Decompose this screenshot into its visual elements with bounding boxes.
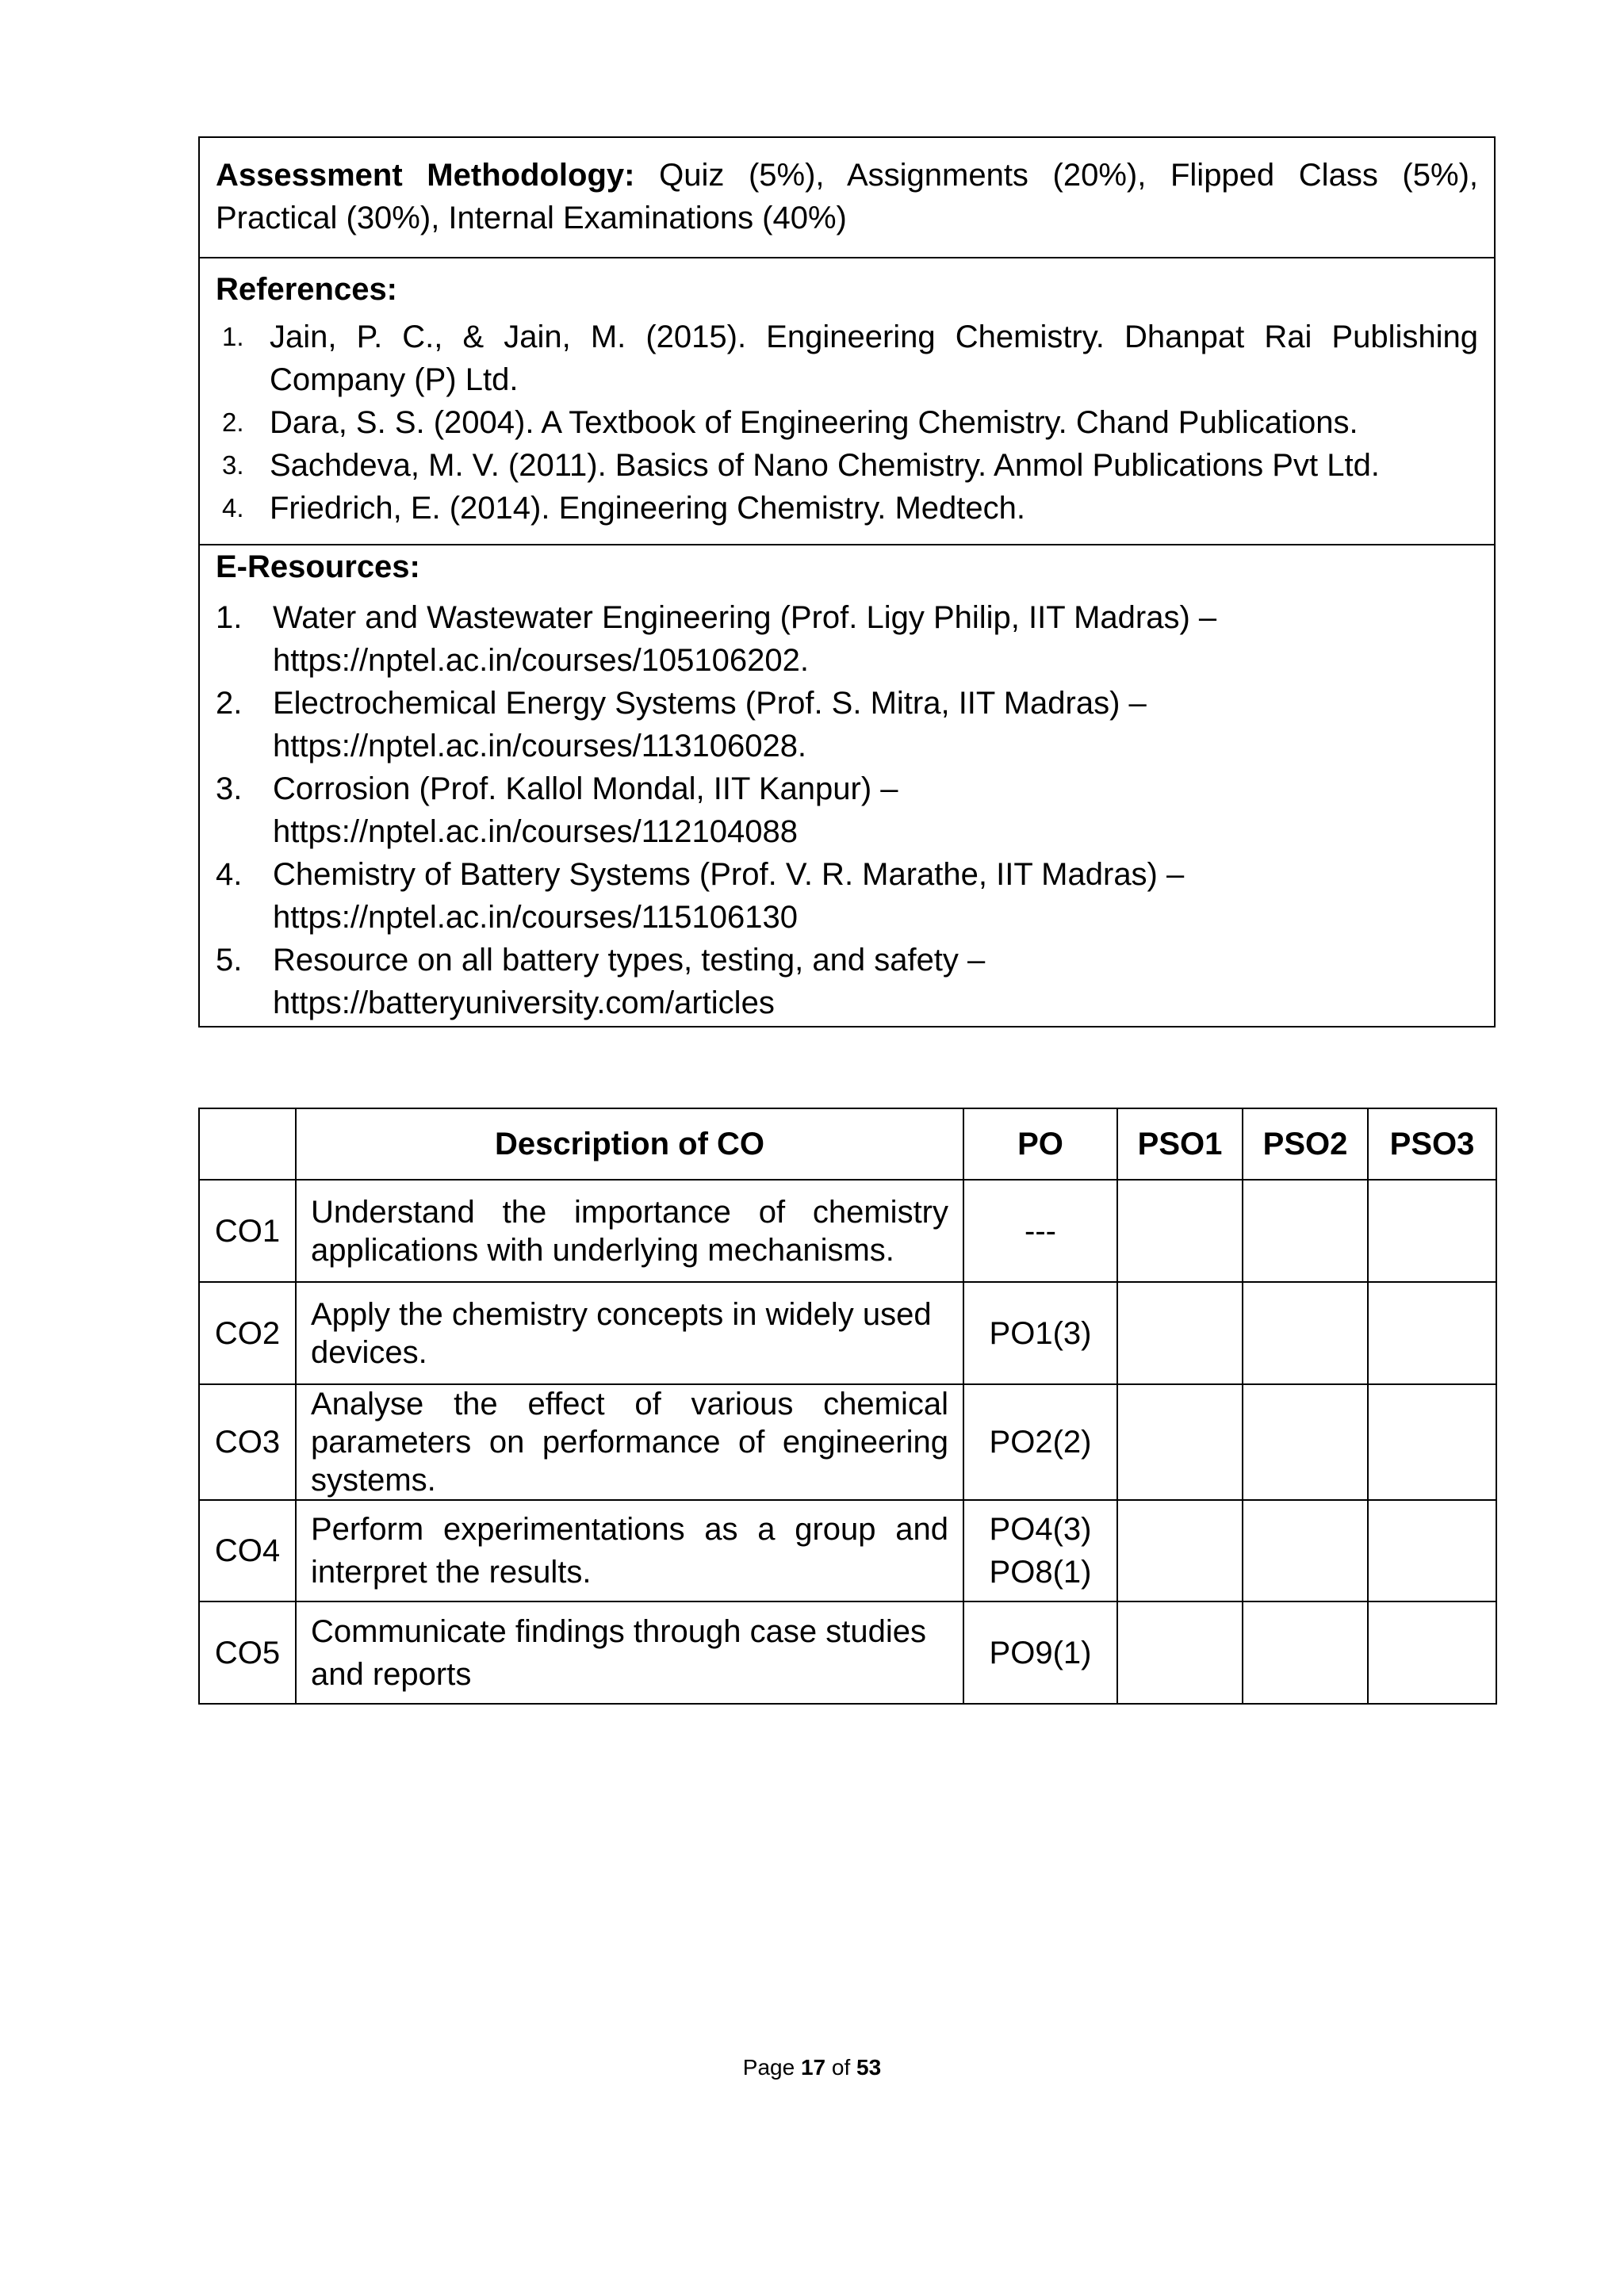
co-description: Analyse the effect of various chemical parameters on performance of engineering systems. [296, 1384, 963, 1500]
table-row [199, 1384, 1496, 1500]
eresources-section [200, 545, 1494, 1026]
co-po [963, 1500, 1117, 1601]
syllabus-box [198, 136, 1496, 1027]
co-id: CO2 [199, 1282, 296, 1384]
references-heading: References: [216, 272, 398, 307]
co-id: CO1 [199, 1180, 296, 1282]
eresource-link[interactable]: https://batteryuniversity.com/articles [273, 985, 775, 1020]
co-pso2 [1243, 1384, 1368, 1500]
reference-number: 2. [222, 408, 244, 437]
table-row [199, 1601, 1496, 1704]
eresource-link[interactable]: https://nptel.ac.in/courses/115106130 [273, 900, 798, 935]
eresource-title: Corrosion (Prof. Kallol Mondal, IIT Kanpur) – [273, 771, 898, 806]
co-id: CO4 [199, 1500, 296, 1601]
co-id: CO3 [199, 1384, 296, 1500]
eresource-link[interactable]: https://nptel.ac.in/courses/113106028. [273, 729, 807, 763]
eresource-title: Electrochemical Energy Systems (Prof. S. Mitra, IIT Madras) – [273, 686, 1147, 721]
reference-item [216, 487, 1478, 530]
assessment-label: Assessment Methodology: [216, 158, 635, 193]
page-number [0, 2055, 1624, 2080]
reference-number: 4. [222, 493, 244, 522]
reference-item [216, 444, 1478, 487]
header-blank [199, 1108, 296, 1180]
co-description: Understand the importance of chemistry applications with underlying mechanisms. [296, 1180, 963, 1282]
eresource-link[interactable]: https://nptel.ac.in/courses/112104088 [273, 814, 798, 849]
reference-item [216, 401, 1478, 444]
header-description: Description of CO [296, 1108, 963, 1180]
eresource-number: 4. [216, 857, 243, 892]
po-value: PO8(1) [989, 1555, 1092, 1590]
co-pso3 [1368, 1282, 1496, 1384]
reference-text: Jain, P. C., & Jain, M. (2015). Engineering Chemistry. Dhanpat Rai Publishing Company (P) Ltd. [270, 320, 1478, 397]
co-pso3 [1368, 1180, 1496, 1282]
co-pso1 [1117, 1384, 1243, 1500]
reference-text: Friedrich, E. (2014). Engineering Chemistry. Medtech. [270, 491, 1025, 526]
eresource-item [216, 853, 1478, 939]
co-pso2 [1243, 1180, 1368, 1282]
eresource-item [216, 939, 1478, 1024]
co-po [963, 1180, 1117, 1282]
co-pso3 [1368, 1601, 1496, 1704]
co-pso3 [1368, 1500, 1496, 1601]
reference-text: Sachdeva, M. V. (2011). Basics of Nano Chemistry. Anmol Publications Pvt Ltd. [270, 448, 1380, 483]
references-list [216, 316, 1478, 530]
eresource-number: 1. [216, 600, 243, 635]
eresource-number: 3. [216, 771, 243, 806]
co-pso3 [1368, 1384, 1496, 1500]
header-po: PO [963, 1108, 1117, 1180]
reference-number: 1. [222, 322, 244, 351]
co-pso1 [1117, 1282, 1243, 1384]
po-value: PO2(2) [989, 1425, 1092, 1460]
co-id: CO5 [199, 1601, 296, 1704]
header-pso3: PSO3 [1368, 1108, 1496, 1180]
eresource-item [216, 767, 1478, 853]
page-total: 53 [856, 2055, 882, 2080]
co-pso1 [1117, 1601, 1243, 1704]
eresource-link[interactable]: https://nptel.ac.in/courses/105106202. [273, 643, 810, 678]
references-section [200, 258, 1494, 545]
page-current: 17 [800, 2055, 826, 2080]
eresource-title: Resource on all battery types, testing, and safety – [273, 943, 986, 978]
eresource-item [216, 682, 1478, 767]
reference-number: 3. [222, 450, 244, 480]
co-po [963, 1384, 1117, 1500]
eresource-title: Chemistry of Battery Systems (Prof. V. R. Marathe, IIT Madras) – [273, 857, 1185, 892]
header-pso1: PSO1 [1117, 1108, 1243, 1180]
assessment-text: Quiz (5%), Assignments (20%), Flipped Class (5%), Practical (30%), Internal Examinations (40%) [216, 158, 1478, 235]
co-po [963, 1282, 1117, 1384]
table-row [199, 1180, 1496, 1282]
eresource-number: 5. [216, 943, 243, 978]
po-value: PO4(3) [989, 1512, 1092, 1547]
co-pso2 [1243, 1601, 1368, 1704]
eresource-title: Water and Wastewater Engineering (Prof. Ligy Philip, IIT Madras) – [273, 600, 1217, 635]
co-pso2 [1243, 1500, 1368, 1601]
table-header-row [199, 1108, 1496, 1180]
po-value: --- [1025, 1213, 1056, 1249]
reference-item [216, 316, 1478, 401]
eresource-item [216, 596, 1478, 682]
co-pso1 [1117, 1500, 1243, 1601]
table-row [199, 1500, 1496, 1601]
assessment-section [200, 138, 1494, 258]
page-of: of [825, 2055, 857, 2080]
reference-text: Dara, S. S. (2004). A Textbook of Engineering Chemistry. Chand Publications. [270, 405, 1358, 440]
co-description: Apply the chemistry concepts in widely used devices. [296, 1282, 963, 1384]
co-po [963, 1601, 1117, 1704]
table-row [199, 1282, 1496, 1384]
po-value: PO9(1) [989, 1635, 1092, 1670]
header-pso2: PSO2 [1243, 1108, 1368, 1180]
co-pso2 [1243, 1282, 1368, 1384]
co-pso1 [1117, 1180, 1243, 1282]
co-description: Perform experimentations as a group and interpret the results. [296, 1500, 963, 1601]
po-value: PO1(3) [989, 1315, 1092, 1351]
eresources-list [216, 596, 1478, 1024]
co-description: Communicate findings through case studies and reports [296, 1601, 963, 1704]
eresource-number: 2. [216, 686, 243, 721]
co-mapping-table [198, 1108, 1497, 1705]
eresources-heading: E-Resources: [216, 549, 420, 584]
page-prefix: Page [742, 2055, 801, 2080]
